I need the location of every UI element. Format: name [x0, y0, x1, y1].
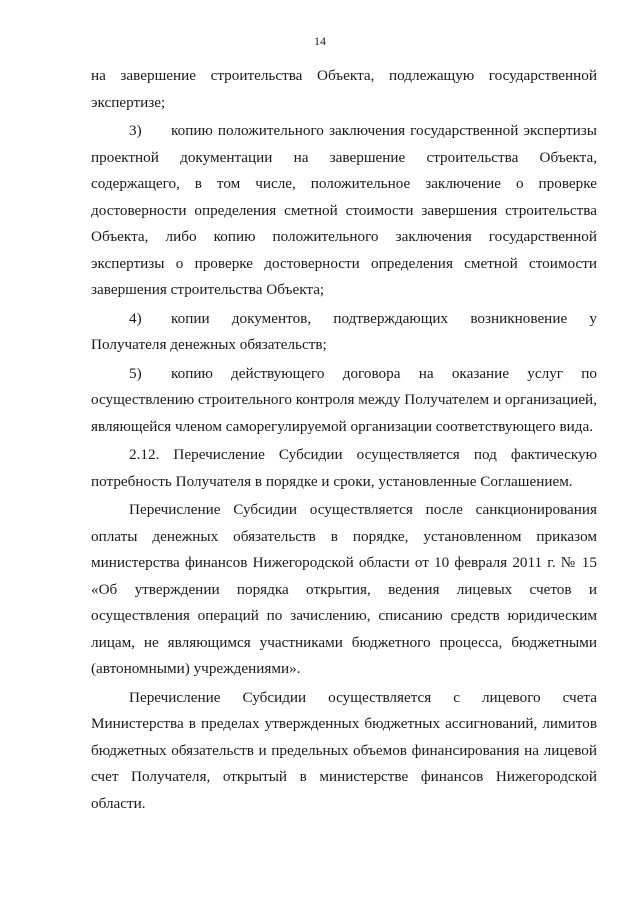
list-item-first-line: копии документов, подтверждающих возникновение у [171, 309, 597, 327]
page-number: 14 [314, 34, 326, 48]
paragraph-2-12: 2.12. Перечисление Субсидии осуществляется под фактическую потребность Получателя в порядке и сроки, установленные Соглашением. [91, 446, 597, 490]
list-item-5 [91, 361, 597, 441]
list-item-3 [91, 118, 597, 304]
paragraph-transfer-account: Перечисление Субсидии осуществляется с лицевого счета Министерства в пределах утвержденных бюджетных ассигнований, лимитов бюджетных обязательств и предельных объемов финансирования на лицевой счет Получателя, открытый в министерстве финансов Нижегородской области. [91, 688, 597, 812]
paragraph-continuation: на завершение строительства Объекта, подлежащую государственной экспертизе; [91, 67, 597, 111]
list-item-number: 3) [129, 122, 142, 139]
list-item-text: Получателя денежных обязательств; [91, 336, 327, 353]
list-item-4 [91, 306, 597, 359]
list-item-text: осуществлению строительного контроля между Получателем и организацией, являющейся членом саморегулируемой организации соответствующего вида. [91, 391, 597, 435]
list-item-text: проектной документации на завершение строительства Объекта, содержащего, в том числе, положительное заключение о проверке достоверности определения сметной стоимости завершения строительства Объекта, либо копию положительного заключения государственной экспертизы о проверке достоверности определения сметной стоимости завершения строительства Объекта; [91, 148, 597, 298]
list-item-first-line: копию действующего договора на оказание услуг по [171, 364, 597, 382]
list-item-first-line: копию положительного заключения государственной экспертизы [171, 122, 597, 139]
paragraph-transfer-order: Перечисление Субсидии осуществляется после санкционирования оплаты денежных обязательств в порядке, установленном приказом министерства финансов Нижегородской области от 10 февраля 2011 г. № 15 «Об утверждении порядка открытия, ведения лицевых счетов и осуществления операций по зачислению, списанию средств юридическим лицам, не являющимся участниками бюджетного процесса, бюджетными (автономными) учреждениями». [91, 501, 597, 677]
list-item-number: 4) [129, 309, 142, 327]
list-item-number: 5) [129, 364, 142, 382]
document-body [91, 63, 597, 817]
